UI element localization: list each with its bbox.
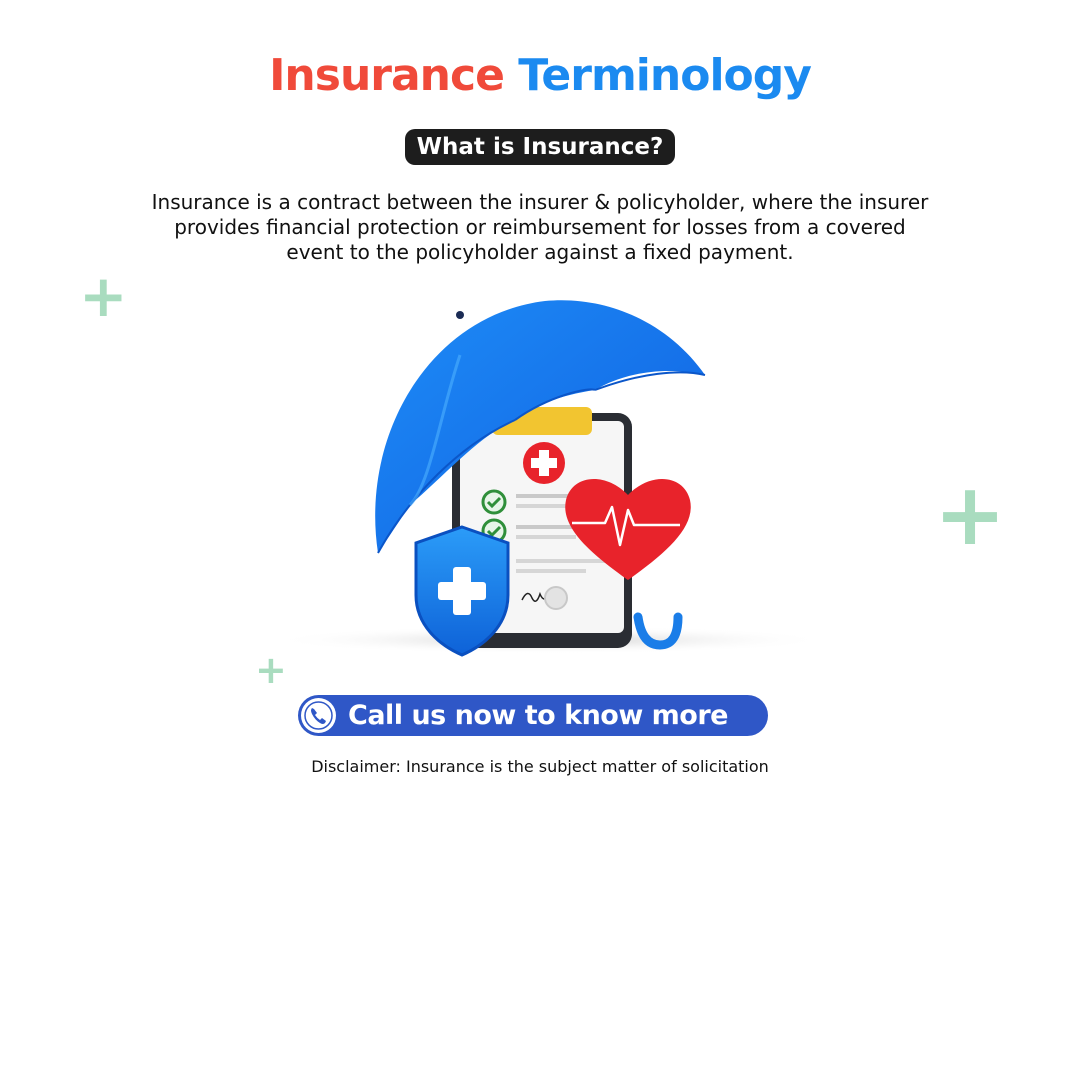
title-terminology: Terminology	[518, 50, 811, 101]
stamp-icon	[545, 587, 567, 609]
call-us-button[interactable]	[298, 695, 768, 736]
subtitle-badge: What is Insurance?	[405, 129, 675, 165]
title-insurance: Insurance	[269, 50, 504, 101]
insurance-illustration	[260, 295, 840, 675]
plus-icon: +	[79, 262, 128, 330]
phone-icon	[301, 698, 336, 733]
page-title	[0, 50, 1080, 101]
insurance-description: Insurance is a contract between the insurer & policyholder, where the insurer provides financial protection or reimbursement for losses from a covered event to the policyholder against a fixed payment.	[151, 190, 929, 264]
disclaimer-text: Disclaimer: Insurance is the subject matter of solicitation	[311, 757, 769, 776]
plus-icon: +	[255, 648, 287, 692]
plus-icon: +	[934, 465, 1007, 565]
call-us-label: Call us now to know more	[348, 700, 728, 731]
